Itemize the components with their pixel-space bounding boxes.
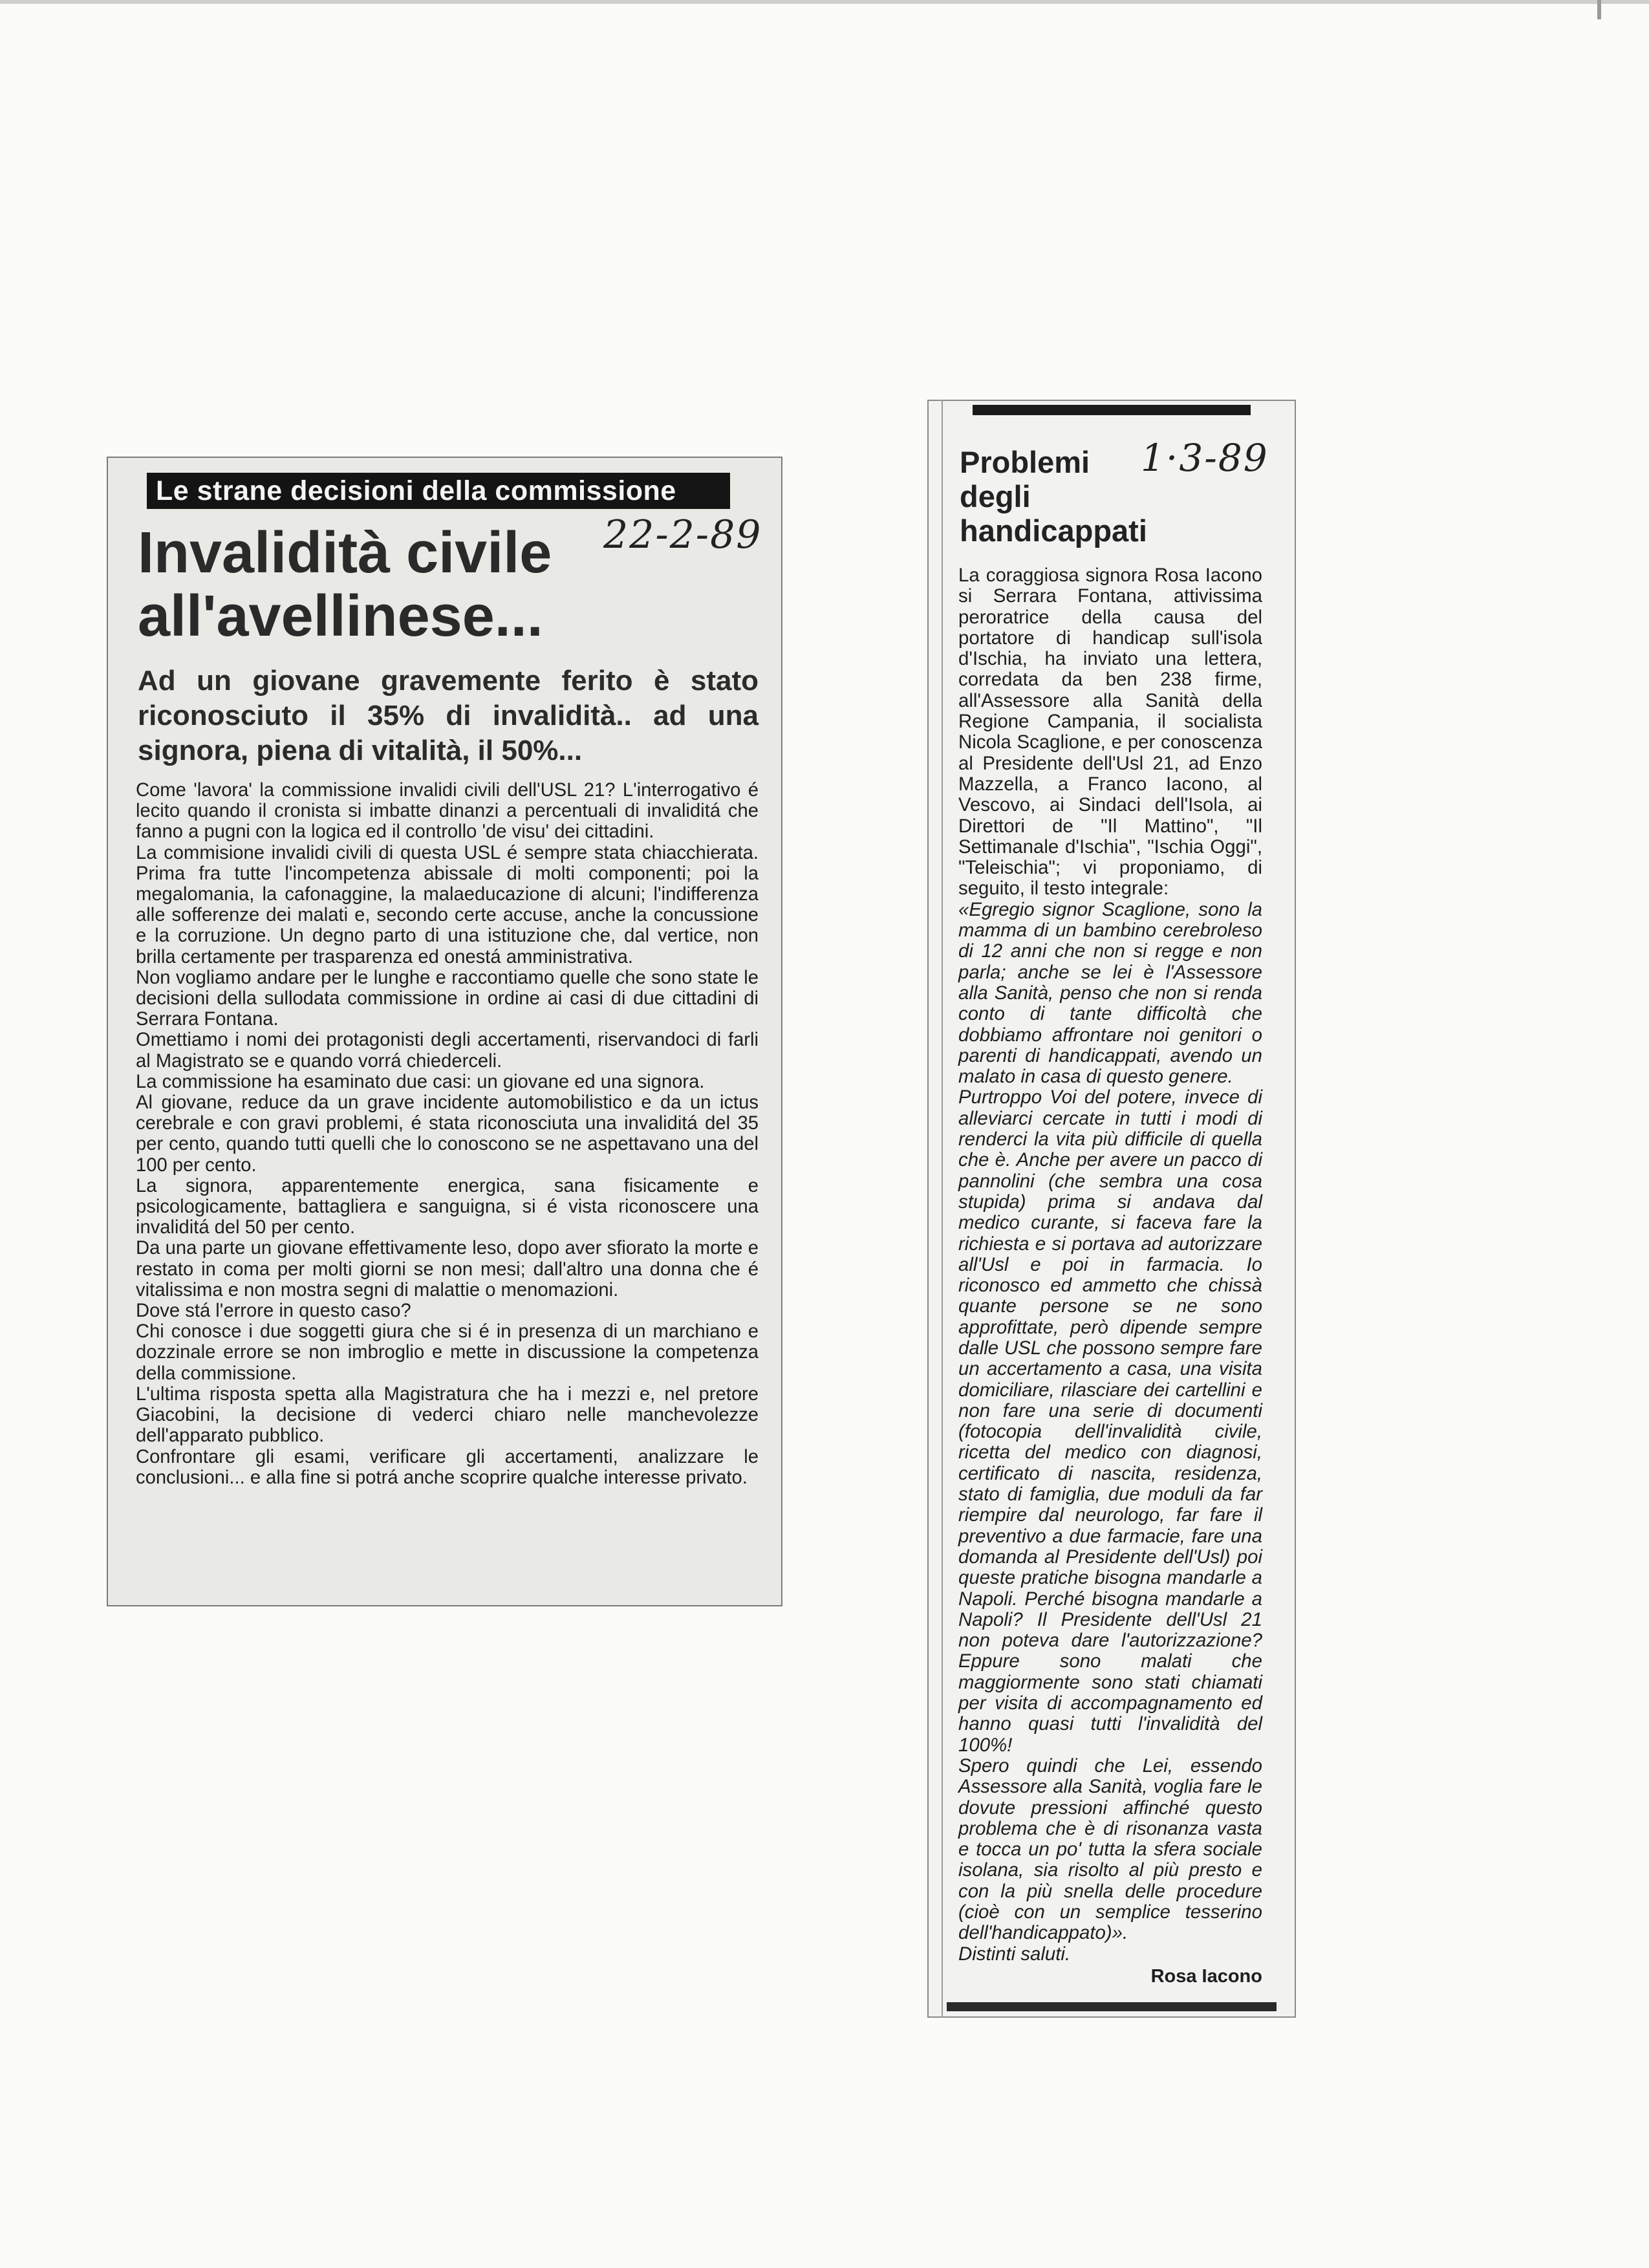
scan-corner-mark — [1597, 0, 1601, 19]
paragraph: Al giovane, reduce da un grave incidente automobilistico e da un ictus cerebrale e con gravi problemi, é stata riconosciuta una invaliditá del 35 per cento, quando tutti quelli che lo conoscono se ne aspettavano una del 100 per cento. — [136, 1092, 759, 1176]
column-divider — [942, 400, 943, 2018]
paragraph: Chi conosce i due soggetti giura che si é in presenza di un marchiano e dozzinale errore se non imbroglio e mette in discussione la competenza della commissione. — [136, 1321, 759, 1384]
article-body — [958, 565, 1262, 1965]
column-bottom-rule — [947, 2002, 1277, 2011]
paragraph: Come 'lavora' la commissione invalidi civili dell'USL 21? L'interrogativo é lecito quando il cronista si imbatte dinanzi a percentuali di invaliditá che fanno a pugni con la logica ed il controllo 'de visu' dei cittadini. — [136, 780, 759, 843]
paragraph: Dove stá l'errore in questo caso? — [136, 1301, 411, 1322]
letter-paragraph: «Egregio signor Scaglione, sono la mamma di un bambino cerebroleso di 12 anni che non si regge e non parla; anche se lei è l'Assessore alla Sanità, penso che non si renda conto di tante difficoltà che dobbiamo affrontare noi genitori o parenti di handicappati, avendo un malato in casa di questo genere. — [958, 898, 1262, 1088]
column-top-rule — [973, 405, 1251, 415]
article-title: Invalidità civile all'avellinese... — [138, 521, 552, 649]
paragraph: L'ultima risposta spetta alla Magistratura che ha i mezzi e, nel pretore Giacobini, la decisione di vederci chiaro nelle manchevolezze dell'apparato pubblico. — [136, 1383, 759, 1447]
paragraph: La commissione ha esaminato due casi: un giovane ed una signora. — [136, 1071, 705, 1092]
signature: Rosa Iacono — [1150, 1966, 1262, 1987]
paragraph: Confrontare gli esami, verificare gli accertamenti, analizzare le conclusioni... e alla fine si potrá anche scoprire qualche interesse privato. — [136, 1446, 759, 1488]
article-body — [136, 780, 759, 1488]
newspaper-clipping-handicappati — [927, 400, 1296, 2018]
newspaper-clipping-invalidita — [107, 457, 782, 1606]
intro-paragraph: La coraggiosa signora Rosa Iacono si Serrara Fontana, attivissima peroratrice della causa del portatore di handicap sull'isola d'Ischia, ha inviato una lettera, corredata da ben 238 firme, all'Assessore alla Sanità della Regione Campania, il socialista Nicola Scaglione, e per conoscenza al Presidente dell'Usl 21, ad Enzo Mazzella, a Franco Iacono, al Vescovo, ai Sindaci dell'Isola, ai Direttori de "Il Mattino", "Il Settimanale d'Ischia", "Ischia Oggi", "Teleischia"; vi proponiamo, di seguito, il testo integrale: — [958, 565, 1262, 900]
letter-paragraph: Purtroppo Voi del potere, invece di alleviarci cercate in tutti i modi di renderci la vita più difficile di quella che è. Anche per avere un pacco di pannolini (che sembra una cosa stupida) prima si andava dal medico curante, si faceva fare la richiesta e si portava ad autorizzare all'Usl e poi in farmacia. Io riconosco ed ammetto che chissà quante persone se ne sono approfittate, però dipende sempre dalle USL che possono sempre fare un accertamento a casa, una visita domiciliare, rilasciare dei cartellini e non fare una serie di documenti (fotocopia dell'invalidità civile, ricetta del medico con diagnosi, certificato di nascita, residenza, stato di famiglia, due moduli da far riempire dal neurologo, far fare il preventivo a due farmacie, fare una domanda al Presidente dell'Usl) poi queste pratiche bisogna mandarle a Napoli. Perché bisogna mandarle a Napoli? Il Presidente dell'Usl 21 non poteva dare l'autorizzazione? Eppure sono malati che maggiormente sono stati chiamati per visita di accompagnamento ed hanno quasi tutti l'invalidità del 100%! — [958, 1086, 1262, 1756]
paragraph: Omettiamo i nomi dei protagonisti degli accertamenti, riservandoci di farli al Magistrato se e quando vorrá chiederceli. — [136, 1030, 759, 1072]
handwritten-date: 1·3-89 — [1141, 436, 1269, 480]
paragraph: Non vogliamo andare per le lunghe e raccontiamo quelle che sono state le decisioni della sullodata commissione in ordine ai casi di due cittadini di Serrara Fontana. — [136, 967, 759, 1030]
handwritten-date: 22-2-89 — [603, 512, 762, 557]
paragraph: La signora, apparentemente energica, sana fisicamente e psicologicamente, battagliera e sanguigna, si é vista riconoscere una invaliditá del 50 per cento. — [136, 1175, 759, 1238]
paragraph: La commisione invalidi civili di questa USL é sempre stata chiacchierata. Prima fra tutte l'incompetenza abissale di molti componenti; poi la megalomania, la cafonaggine, la malaeducazione di alcuni; l'indifferenza alle sofferenze dei malati e, secondo certe accuse, anche la concussione e la corruzione. Un degno parto di una istituzione che, dal vertice, non brilla certamente per trasparenza ed onestá amministrativa. — [136, 842, 759, 967]
paragraph: Da una parte un giovane effettivamente leso, dopo aver sfiorato la morte e restato in coma per molti giorni se non mesi; dall'altro una donna che é vitalissima e non mostra segni di malattie o menomazioni. — [136, 1238, 759, 1301]
letter-closing: Distinti saluti. — [958, 1943, 1071, 1965]
letter-paragraph: Spero quindi che Lei, essendo Assessore alla Sanità, voglia fare le dovute pressioni affinché questo problema che è di risonanza vasta e tocca un po' tutta la sfera sociale isolana, sia risolto al più presto e con la più snella delle procedure (cioè con un semplice tesserino dell'handicappato)». — [958, 1755, 1262, 1944]
article-subtitle: Ad un giovane gravemente ferito è stato riconosciuto il 35% di invalidità.. ad una signora, piena di vitalità, il 50%... — [138, 665, 759, 766]
article-kicker: Le strane decisioni della commissione — [147, 473, 730, 509]
article-title: Problemi degli handicappati — [960, 445, 1147, 548]
scan-top-edge — [0, 0, 1649, 4]
